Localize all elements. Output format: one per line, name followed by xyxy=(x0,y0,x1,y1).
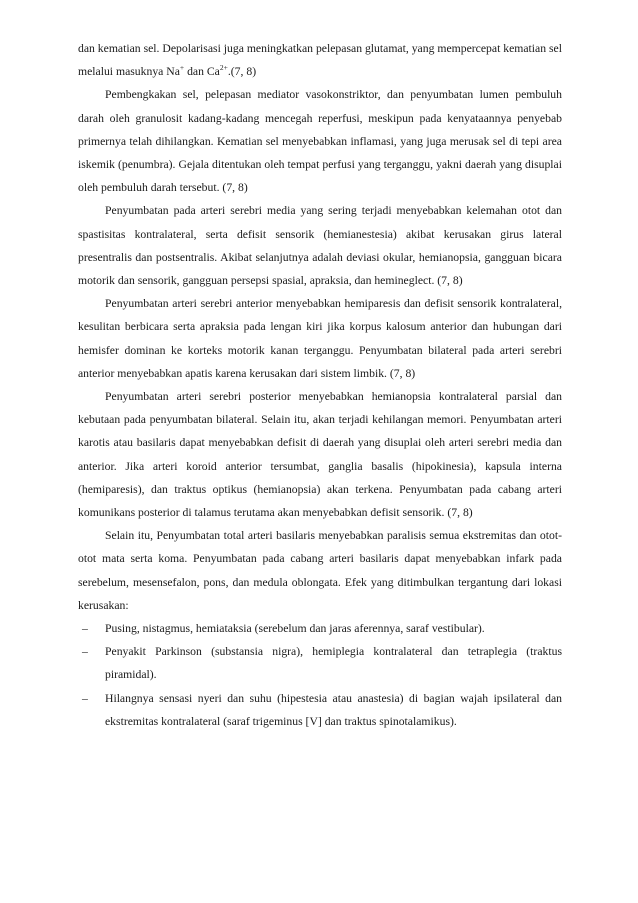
paragraph-posterior-cerebral-artery: Penyumbatan arteri serebri posterior menyebabkan hemianopsia kontralateral parsial dan kebutaan pada penyumbatan bilateral. Selain itu, akan terjadi kehilangan memori. Penyumbatan arteri karotis atau basilaris dapat menyebabkan defisit di daerah yang disuplai oleh arteri serebri media dan anterior. Jika arteri koroid anterior tersumbat, ganglia basalis (hipokinesia), kapsula interna (hemiparesis), dan traktus optikus (hemianopsia) akan terkena. Penyumbatan pada cabang arteri komunikans posterior di talamus terutama akan menyebabkan defisit sensorik. (7, 8) xyxy=(78,390,562,520)
superscript-sodium-charge: + xyxy=(179,63,185,73)
document-page xyxy=(78,37,562,733)
list-item xyxy=(78,617,562,640)
dash-bullet-icon: – xyxy=(82,691,88,705)
paragraph-middle-cerebral-artery: Penyumbatan pada arteri serebri media yang sering terjadi menyebabkan kelemahan otot dan spastisitas kontralateral, serta defisit sensorik (hemianestesia) akibat kerusakan girus lateral presentralis dan postsentralis. Akibat selanjutnya adalah deviasi okular, hemianopsia, gangguan bicara motorik dan sensorik, gangguan persepsi spasial, apraksia, dan hemineglect. (7, 8) xyxy=(78,204,562,288)
paragraph-text: dan kematian sel. Depolarisasi juga meningkatkan pelepasan glutamat, yang mempercepat kematian sel melalui masuknya Na xyxy=(78,42,562,79)
list-item-text: Pusing, nistagmus, hemiataksia (serebelum dan jaras aferennya, saraf vestibular). xyxy=(105,622,485,636)
dash-bullet-icon: – xyxy=(82,622,88,636)
paragraph-text: .(7, 8) xyxy=(227,65,257,79)
list-item-text: Hilangnya sensasi nyeri dan suhu (hipestesia atau anastesia) di bagian wajah ipsilateral dan ekstremitas kontralateral (saraf trigeminus [V] dan traktus spinotalamikus). xyxy=(105,691,562,728)
dash-bullet-icon: – xyxy=(82,645,88,659)
superscript-calcium-charge: 2+ xyxy=(219,63,228,73)
list-item xyxy=(78,687,562,733)
paragraph-text: dan Ca xyxy=(184,65,220,79)
paragraph-cell-swelling: Pembengkakan sel, pelepasan mediator vasokonstriktor, dan penyumbatan lumen pembuluh darah oleh granulosit kadang-kadang mencegah reperfusi, meskipun pada kenyataannya penyebab primernya telah dihilangkan. Kematian sel menyebabkan inflamasi, yang juga merusak sel di tepi area iskemik (penumbra). Gejala ditentukan oleh tempat perfusi yang terganggu, yakni daerah yang disuplai oleh pembuluh darah tersebut. (7, 8) xyxy=(78,88,562,195)
paragraph-continuation xyxy=(78,37,562,83)
effects-list xyxy=(78,617,562,733)
list-item-text: Penyakit Parkinson (substansia nigra), hemiplegia kontralateral dan tetraplegia (traktus piramidal). xyxy=(105,645,562,682)
paragraph-anterior-cerebral-artery: Penyumbatan arteri serebri anterior menyebabkan hemiparesis dan defisit sensorik kontralateral, kesulitan berbicara serta apraksia pada lengan kiri jika korpus kalosum anterior dan hubungan dari hemisfer dominan ke korteks motorik kanan terganggu. Penyumbatan bilateral pada arteri serebri anterior menyebabkan apatis karena kerusakan dari sistem limbik. (7, 8) xyxy=(78,297,562,380)
paragraph-basilar-artery: Selain itu, Penyumbatan total arteri basilaris menyebabkan paralisis semua ekstremitas dan otot-otot mata serta koma. Penyumbatan pada cabang arteri basilaris dapat menyebabkan infark pada serebelum, mesensefalon, pons, dan medula oblongata. Efek yang ditimbulkan tergantung dari lokasi kerusakan: xyxy=(78,529,562,612)
list-item xyxy=(78,640,562,686)
